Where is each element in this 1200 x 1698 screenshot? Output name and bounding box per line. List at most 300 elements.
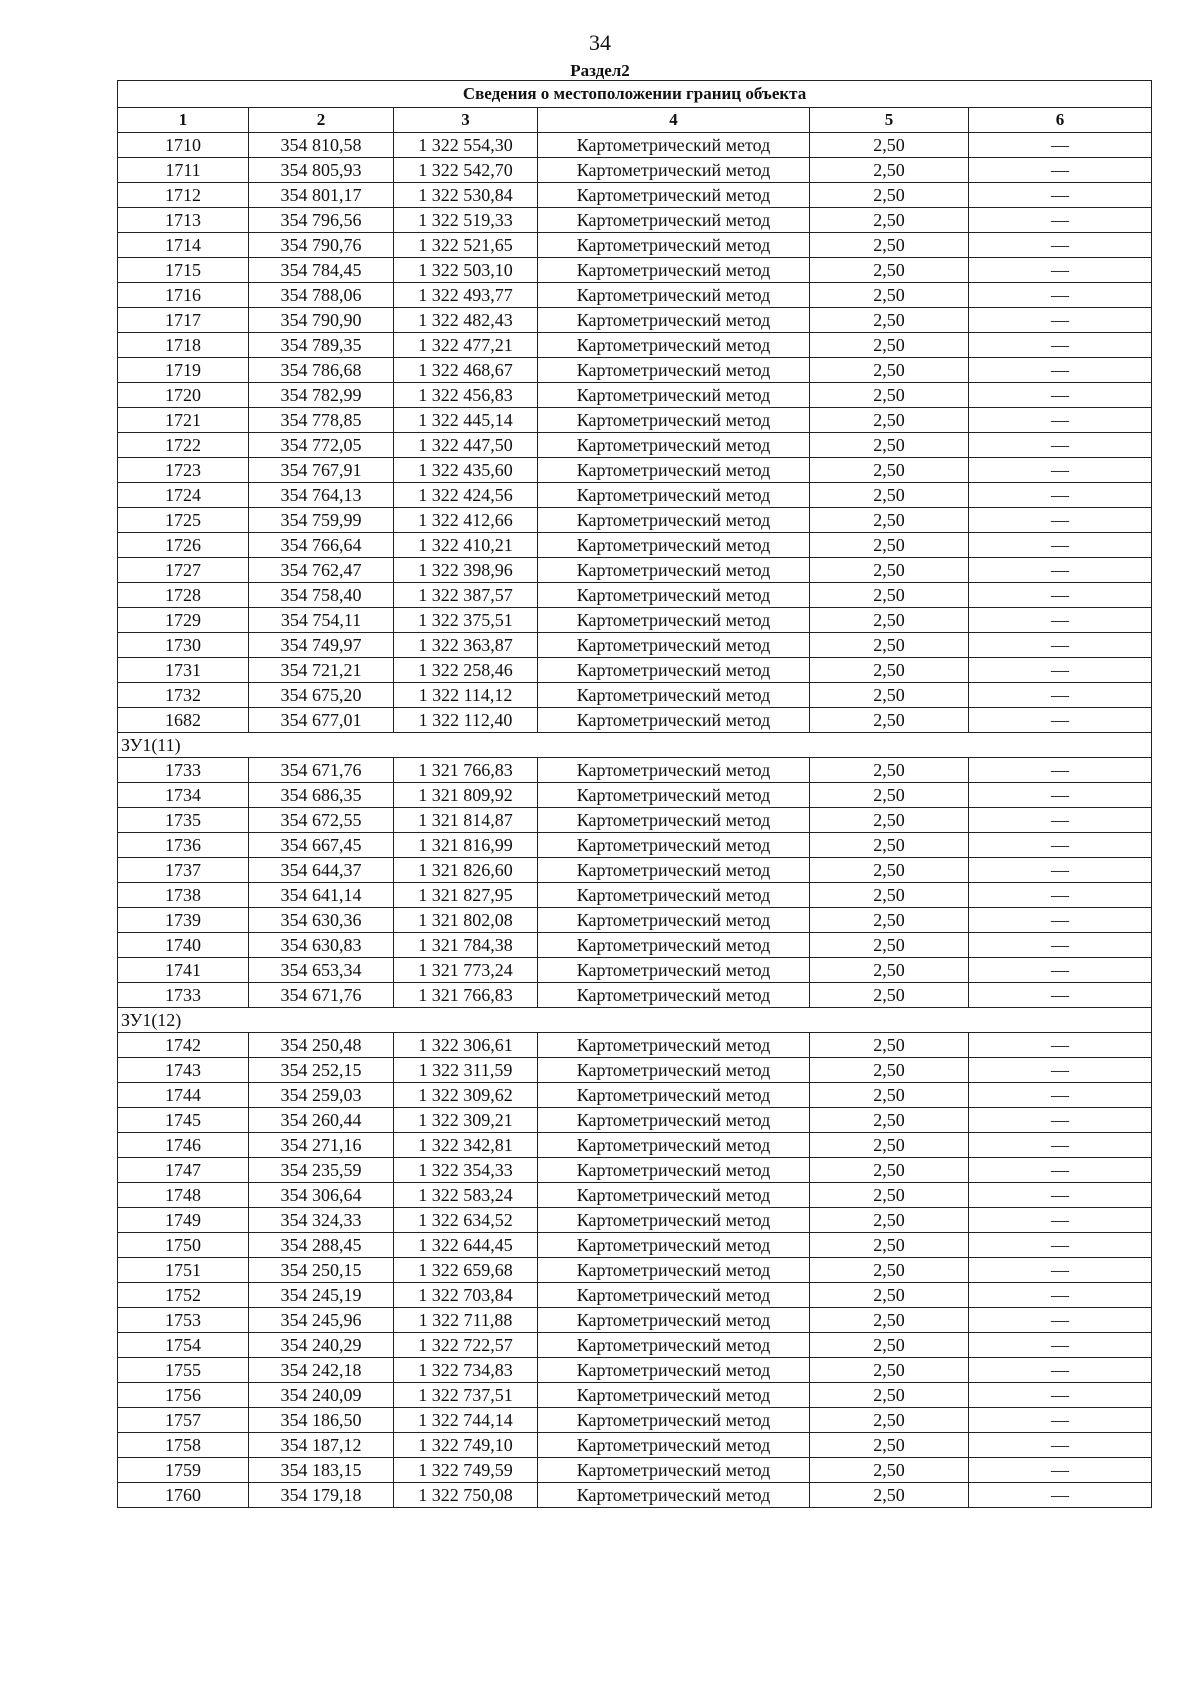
point-number-cell: 1730 xyxy=(118,633,249,658)
method-cell: Картометрический метод xyxy=(538,308,810,333)
description-cell: — xyxy=(969,183,1152,208)
column-header: 3 xyxy=(394,108,538,133)
y-coordinate-cell: 1 322 493,77 xyxy=(394,283,538,308)
description-cell: — xyxy=(969,683,1152,708)
x-coordinate-cell: 354 235,59 xyxy=(249,1158,394,1183)
point-number-cell: 1747 xyxy=(118,1158,249,1183)
y-coordinate-cell: 1 321 826,60 xyxy=(394,858,538,883)
point-number-cell: 1726 xyxy=(118,533,249,558)
point-number-cell: 1745 xyxy=(118,1108,249,1133)
description-cell: — xyxy=(969,1158,1152,1183)
table-row xyxy=(118,983,1152,1008)
accuracy-cell: 2,50 xyxy=(810,283,969,308)
accuracy-cell: 2,50 xyxy=(810,1258,969,1283)
point-number-cell: 1722 xyxy=(118,433,249,458)
method-cell: Картометрический метод xyxy=(538,533,810,558)
accuracy-cell: 2,50 xyxy=(810,608,969,633)
method-cell: Картометрический метод xyxy=(538,358,810,383)
y-coordinate-cell: 1 322 503,10 xyxy=(394,258,538,283)
accuracy-cell: 2,50 xyxy=(810,1283,969,1308)
table-row xyxy=(118,1083,1152,1108)
x-coordinate-cell: 354 186,50 xyxy=(249,1408,394,1433)
y-coordinate-cell: 1 322 363,87 xyxy=(394,633,538,658)
x-coordinate-cell: 354 242,18 xyxy=(249,1358,394,1383)
accuracy-cell: 2,50 xyxy=(810,458,969,483)
accuracy-cell: 2,50 xyxy=(810,1383,969,1408)
description-cell: — xyxy=(969,1183,1152,1208)
description-cell: — xyxy=(969,558,1152,583)
accuracy-cell: 2,50 xyxy=(810,933,969,958)
x-coordinate-cell: 354 790,90 xyxy=(249,308,394,333)
y-coordinate-cell: 1 322 468,67 xyxy=(394,358,538,383)
description-cell: — xyxy=(969,433,1152,458)
method-cell: Картометрический метод xyxy=(538,658,810,683)
table-row xyxy=(118,1033,1152,1058)
method-cell: Картометрический метод xyxy=(538,1133,810,1158)
method-cell: Картометрический метод xyxy=(538,1233,810,1258)
y-coordinate-cell: 1 322 375,51 xyxy=(394,608,538,633)
column-header: 5 xyxy=(810,108,969,133)
x-coordinate-cell: 354 782,99 xyxy=(249,383,394,408)
point-number-cell: 1757 xyxy=(118,1408,249,1433)
point-number-cell: 1733 xyxy=(118,983,249,1008)
accuracy-cell: 2,50 xyxy=(810,233,969,258)
table-row xyxy=(118,958,1152,983)
y-coordinate-cell: 1 322 749,59 xyxy=(394,1458,538,1483)
table-row xyxy=(118,208,1152,233)
table-row xyxy=(118,1458,1152,1483)
accuracy-cell: 2,50 xyxy=(810,1433,969,1458)
y-coordinate-cell: 1 321 827,95 xyxy=(394,883,538,908)
y-coordinate-cell: 1 321 766,83 xyxy=(394,983,538,1008)
method-cell: Картометрический метод xyxy=(538,608,810,633)
point-number-cell: 1732 xyxy=(118,683,249,708)
y-coordinate-cell: 1 322 734,83 xyxy=(394,1358,538,1383)
description-cell: — xyxy=(969,933,1152,958)
description-cell: — xyxy=(969,608,1152,633)
table-row xyxy=(118,158,1152,183)
description-cell: — xyxy=(969,1083,1152,1108)
point-number-cell: 1711 xyxy=(118,158,249,183)
table-row xyxy=(118,1408,1152,1433)
x-coordinate-cell: 354 653,34 xyxy=(249,958,394,983)
y-coordinate-cell: 1 321 766,83 xyxy=(394,758,538,783)
x-coordinate-cell: 354 630,83 xyxy=(249,933,394,958)
description-cell: — xyxy=(969,1133,1152,1158)
description-cell: — xyxy=(969,658,1152,683)
accuracy-cell: 2,50 xyxy=(810,1458,969,1483)
accuracy-cell: 2,50 xyxy=(810,833,969,858)
table-row xyxy=(118,783,1152,808)
description-cell: — xyxy=(969,583,1152,608)
method-cell: Картометрический метод xyxy=(538,433,810,458)
table-row xyxy=(118,1483,1152,1508)
description-cell: — xyxy=(969,383,1152,408)
accuracy-cell: 2,50 xyxy=(810,908,969,933)
x-coordinate-cell: 354 183,15 xyxy=(249,1458,394,1483)
table-row xyxy=(118,133,1152,158)
description-cell: — xyxy=(969,258,1152,283)
method-cell: Картометрический метод xyxy=(538,558,810,583)
description-cell: — xyxy=(969,983,1152,1008)
y-coordinate-cell: 1 322 530,84 xyxy=(394,183,538,208)
point-number-cell: 1728 xyxy=(118,583,249,608)
x-coordinate-cell: 354 306,64 xyxy=(249,1183,394,1208)
y-coordinate-cell: 1 322 542,70 xyxy=(394,158,538,183)
description-cell: — xyxy=(969,308,1152,333)
description-cell: — xyxy=(969,358,1152,383)
description-cell: — xyxy=(969,908,1152,933)
point-number-cell: 1755 xyxy=(118,1358,249,1383)
table-row xyxy=(118,1383,1152,1408)
point-number-cell: 1739 xyxy=(118,908,249,933)
x-coordinate-cell: 354 721,21 xyxy=(249,658,394,683)
x-coordinate-cell: 354 644,37 xyxy=(249,858,394,883)
description-cell: — xyxy=(969,1258,1152,1283)
y-coordinate-cell: 1 321 814,87 xyxy=(394,808,538,833)
accuracy-cell: 2,50 xyxy=(810,708,969,733)
accuracy-cell: 2,50 xyxy=(810,508,969,533)
x-coordinate-cell: 354 187,12 xyxy=(249,1433,394,1458)
x-coordinate-cell: 354 630,36 xyxy=(249,908,394,933)
method-cell: Картометрический метод xyxy=(538,1158,810,1183)
point-number-cell: 1738 xyxy=(118,883,249,908)
method-cell: Картометрический метод xyxy=(538,1408,810,1433)
method-cell: Картометрический метод xyxy=(538,758,810,783)
y-coordinate-cell: 1 322 410,21 xyxy=(394,533,538,558)
point-number-cell: 1744 xyxy=(118,1083,249,1108)
method-cell: Картометрический метод xyxy=(538,708,810,733)
table-row xyxy=(118,1108,1152,1133)
table-row xyxy=(118,458,1152,483)
x-coordinate-cell: 354 788,06 xyxy=(249,283,394,308)
x-coordinate-cell: 354 259,03 xyxy=(249,1083,394,1108)
y-coordinate-cell: 1 322 644,45 xyxy=(394,1233,538,1258)
x-coordinate-cell: 354 772,05 xyxy=(249,433,394,458)
accuracy-cell: 2,50 xyxy=(810,683,969,708)
table-row xyxy=(118,1283,1152,1308)
method-cell: Картометрический метод xyxy=(538,958,810,983)
method-cell: Картометрический метод xyxy=(538,1358,810,1383)
method-cell: Картометрический метод xyxy=(538,483,810,508)
accuracy-cell: 2,50 xyxy=(810,1233,969,1258)
description-cell: — xyxy=(969,333,1152,358)
accuracy-cell: 2,50 xyxy=(810,958,969,983)
point-number-cell: 1710 xyxy=(118,133,249,158)
method-cell: Картометрический метод xyxy=(538,1383,810,1408)
method-cell: Картометрический метод xyxy=(538,1333,810,1358)
y-coordinate-cell: 1 322 521,65 xyxy=(394,233,538,258)
group-label: ЗУ1(11) xyxy=(118,733,1152,758)
method-cell: Картометрический метод xyxy=(538,508,810,533)
point-number-cell: 1741 xyxy=(118,958,249,983)
column-header: 2 xyxy=(249,108,394,133)
point-number-cell: 1717 xyxy=(118,308,249,333)
y-coordinate-cell: 1 322 412,66 xyxy=(394,508,538,533)
accuracy-cell: 2,50 xyxy=(810,883,969,908)
accuracy-cell: 2,50 xyxy=(810,1308,969,1333)
point-number-cell: 1716 xyxy=(118,283,249,308)
point-number-cell: 1718 xyxy=(118,333,249,358)
accuracy-cell: 2,50 xyxy=(810,208,969,233)
page-number: 34 xyxy=(589,30,611,55)
table-row xyxy=(118,583,1152,608)
table-row xyxy=(118,508,1152,533)
y-coordinate-cell: 1 322 447,50 xyxy=(394,433,538,458)
x-coordinate-cell: 354 260,44 xyxy=(249,1108,394,1133)
x-coordinate-cell: 354 759,99 xyxy=(249,508,394,533)
y-coordinate-cell: 1 322 309,62 xyxy=(394,1083,538,1108)
y-coordinate-cell: 1 321 784,38 xyxy=(394,933,538,958)
point-number-cell: 1751 xyxy=(118,1258,249,1283)
table-caption-row xyxy=(118,81,1152,108)
x-coordinate-cell: 354 762,47 xyxy=(249,558,394,583)
point-number-cell: 1753 xyxy=(118,1308,249,1333)
method-cell: Картометрический метод xyxy=(538,683,810,708)
accuracy-cell: 2,50 xyxy=(810,583,969,608)
y-coordinate-cell: 1 322 456,83 xyxy=(394,383,538,408)
point-number-cell: 1749 xyxy=(118,1208,249,1233)
x-coordinate-cell: 354 686,35 xyxy=(249,783,394,808)
point-number-cell: 1725 xyxy=(118,508,249,533)
y-coordinate-cell: 1 322 750,08 xyxy=(394,1483,538,1508)
section-title: Раздел2 xyxy=(570,61,630,80)
table-body xyxy=(118,133,1152,1508)
x-coordinate-cell: 354 778,85 xyxy=(249,408,394,433)
table-row xyxy=(118,333,1152,358)
method-cell: Картометрический метод xyxy=(538,233,810,258)
table-row xyxy=(118,308,1152,333)
y-coordinate-cell: 1 322 435,60 xyxy=(394,458,538,483)
y-coordinate-cell: 1 322 424,56 xyxy=(394,483,538,508)
table-row xyxy=(118,1358,1152,1383)
accuracy-cell: 2,50 xyxy=(810,383,969,408)
accuracy-cell: 2,50 xyxy=(810,1133,969,1158)
table-row xyxy=(118,1133,1152,1158)
description-cell: — xyxy=(969,1433,1152,1458)
point-number-cell: 1743 xyxy=(118,1058,249,1083)
table-row xyxy=(118,1308,1152,1333)
x-coordinate-cell: 354 677,01 xyxy=(249,708,394,733)
y-coordinate-cell: 1 322 309,21 xyxy=(394,1108,538,1133)
y-coordinate-cell: 1 321 816,99 xyxy=(394,833,538,858)
description-cell: — xyxy=(969,1358,1152,1383)
accuracy-cell: 2,50 xyxy=(810,183,969,208)
description-cell: — xyxy=(969,508,1152,533)
method-cell: Картометрический метод xyxy=(538,458,810,483)
method-cell: Картометрический метод xyxy=(538,1083,810,1108)
description-cell: — xyxy=(969,883,1152,908)
x-coordinate-cell: 354 790,76 xyxy=(249,233,394,258)
method-cell: Картометрический метод xyxy=(538,1058,810,1083)
x-coordinate-cell: 354 641,14 xyxy=(249,883,394,908)
description-cell: — xyxy=(969,858,1152,883)
table-row xyxy=(118,908,1152,933)
x-coordinate-cell: 354 271,16 xyxy=(249,1133,394,1158)
table-caption: Сведения о местоположении границ объекта xyxy=(118,81,1152,108)
method-cell: Картометрический метод xyxy=(538,858,810,883)
x-coordinate-cell: 354 672,55 xyxy=(249,808,394,833)
point-number-cell: 1723 xyxy=(118,458,249,483)
accuracy-cell: 2,50 xyxy=(810,1033,969,1058)
x-coordinate-cell: 354 667,45 xyxy=(249,833,394,858)
accuracy-cell: 2,50 xyxy=(810,258,969,283)
point-number-cell: 1729 xyxy=(118,608,249,633)
description-cell: — xyxy=(969,1308,1152,1333)
y-coordinate-cell: 1 322 306,61 xyxy=(394,1033,538,1058)
table-row xyxy=(118,283,1152,308)
x-coordinate-cell: 354 810,58 xyxy=(249,133,394,158)
x-coordinate-cell: 354 245,96 xyxy=(249,1308,394,1333)
point-number-cell: 1734 xyxy=(118,783,249,808)
method-cell: Картометрический метод xyxy=(538,1308,810,1333)
point-number-cell: 1740 xyxy=(118,933,249,958)
y-coordinate-cell: 1 322 387,57 xyxy=(394,583,538,608)
accuracy-cell: 2,50 xyxy=(810,1058,969,1083)
x-coordinate-cell: 354 252,15 xyxy=(249,1058,394,1083)
method-cell: Картометрический метод xyxy=(538,183,810,208)
y-coordinate-cell: 1 322 737,51 xyxy=(394,1383,538,1408)
accuracy-cell: 2,50 xyxy=(810,483,969,508)
table-row xyxy=(118,558,1152,583)
y-coordinate-cell: 1 322 634,52 xyxy=(394,1208,538,1233)
y-coordinate-cell: 1 322 112,40 xyxy=(394,708,538,733)
x-coordinate-cell: 354 764,13 xyxy=(249,483,394,508)
description-cell: — xyxy=(969,1233,1152,1258)
x-coordinate-cell: 354 784,45 xyxy=(249,258,394,283)
accuracy-cell: 2,50 xyxy=(810,1408,969,1433)
accuracy-cell: 2,50 xyxy=(810,408,969,433)
method-cell: Картометрический метод xyxy=(538,1458,810,1483)
table-row xyxy=(118,833,1152,858)
point-number-cell: 1682 xyxy=(118,708,249,733)
group-label-row xyxy=(118,1008,1152,1033)
table-row xyxy=(118,608,1152,633)
point-number-cell: 1754 xyxy=(118,1333,249,1358)
point-number-cell: 1737 xyxy=(118,858,249,883)
table-row xyxy=(118,408,1152,433)
description-cell: — xyxy=(969,1208,1152,1233)
accuracy-cell: 2,50 xyxy=(810,558,969,583)
y-coordinate-cell: 1 322 477,21 xyxy=(394,333,538,358)
x-coordinate-cell: 354 805,93 xyxy=(249,158,394,183)
y-coordinate-cell: 1 321 773,24 xyxy=(394,958,538,983)
method-cell: Картометрический метод xyxy=(538,633,810,658)
description-cell: — xyxy=(969,458,1152,483)
description-cell: — xyxy=(969,783,1152,808)
description-cell: — xyxy=(969,283,1152,308)
description-cell: — xyxy=(969,1108,1152,1133)
table-row xyxy=(118,483,1152,508)
accuracy-cell: 2,50 xyxy=(810,758,969,783)
y-coordinate-cell: 1 321 802,08 xyxy=(394,908,538,933)
method-cell: Картометрический метод xyxy=(538,158,810,183)
x-coordinate-cell: 354 240,09 xyxy=(249,1383,394,1408)
point-number-cell: 1715 xyxy=(118,258,249,283)
boundary-coordinates-table xyxy=(117,80,1152,1508)
description-cell: — xyxy=(969,1033,1152,1058)
description-cell: — xyxy=(969,633,1152,658)
x-coordinate-cell: 354 786,68 xyxy=(249,358,394,383)
description-cell: — xyxy=(969,208,1152,233)
description-cell: — xyxy=(969,483,1152,508)
accuracy-cell: 2,50 xyxy=(810,1208,969,1233)
table-row xyxy=(118,758,1152,783)
y-coordinate-cell: 1 322 703,84 xyxy=(394,1283,538,1308)
x-coordinate-cell: 354 675,20 xyxy=(249,683,394,708)
method-cell: Картометрический метод xyxy=(538,408,810,433)
method-cell: Картометрический метод xyxy=(538,1283,810,1308)
description-cell: — xyxy=(969,408,1152,433)
table-row xyxy=(118,433,1152,458)
description-cell: — xyxy=(969,708,1152,733)
table-row xyxy=(118,1183,1152,1208)
accuracy-cell: 2,50 xyxy=(810,1483,969,1508)
method-cell: Картометрический метод xyxy=(538,333,810,358)
column-header: 4 xyxy=(538,108,810,133)
method-cell: Картометрический метод xyxy=(538,283,810,308)
column-header-row xyxy=(118,108,1152,133)
table-row xyxy=(118,858,1152,883)
y-coordinate-cell: 1 322 749,10 xyxy=(394,1433,538,1458)
accuracy-cell: 2,50 xyxy=(810,858,969,883)
table-row xyxy=(118,358,1152,383)
accuracy-cell: 2,50 xyxy=(810,1358,969,1383)
table-row xyxy=(118,233,1152,258)
method-cell: Картометрический метод xyxy=(538,933,810,958)
x-coordinate-cell: 354 766,64 xyxy=(249,533,394,558)
description-cell: — xyxy=(969,133,1152,158)
x-coordinate-cell: 354 754,11 xyxy=(249,608,394,633)
x-coordinate-cell: 354 671,76 xyxy=(249,758,394,783)
method-cell: Картометрический метод xyxy=(538,1183,810,1208)
description-cell: — xyxy=(969,808,1152,833)
method-cell: Картометрический метод xyxy=(538,583,810,608)
method-cell: Картометрический метод xyxy=(538,1208,810,1233)
x-coordinate-cell: 354 179,18 xyxy=(249,1483,394,1508)
point-number-cell: 1721 xyxy=(118,408,249,433)
y-coordinate-cell: 1 322 711,88 xyxy=(394,1308,538,1333)
description-cell: — xyxy=(969,1458,1152,1483)
point-number-cell: 1731 xyxy=(118,658,249,683)
y-coordinate-cell: 1 322 659,68 xyxy=(394,1258,538,1283)
y-coordinate-cell: 1 322 354,33 xyxy=(394,1158,538,1183)
table-row xyxy=(118,1158,1152,1183)
table-row xyxy=(118,808,1152,833)
table-row xyxy=(118,258,1152,283)
table-row xyxy=(118,883,1152,908)
x-coordinate-cell: 354 796,56 xyxy=(249,208,394,233)
description-cell: — xyxy=(969,158,1152,183)
y-coordinate-cell: 1 322 583,24 xyxy=(394,1183,538,1208)
table-row xyxy=(118,633,1152,658)
group-label-row xyxy=(118,733,1152,758)
method-cell: Картометрический метод xyxy=(538,258,810,283)
table-row xyxy=(118,1333,1152,1358)
table-row xyxy=(118,383,1152,408)
column-header: 1 xyxy=(118,108,249,133)
accuracy-cell: 2,50 xyxy=(810,433,969,458)
description-cell: — xyxy=(969,1283,1152,1308)
x-coordinate-cell: 354 250,48 xyxy=(249,1033,394,1058)
point-number-cell: 1720 xyxy=(118,383,249,408)
y-coordinate-cell: 1 322 482,43 xyxy=(394,308,538,333)
y-coordinate-cell: 1 322 398,96 xyxy=(394,558,538,583)
description-cell: — xyxy=(969,958,1152,983)
table-row xyxy=(118,1208,1152,1233)
accuracy-cell: 2,50 xyxy=(810,333,969,358)
point-number-cell: 1727 xyxy=(118,558,249,583)
